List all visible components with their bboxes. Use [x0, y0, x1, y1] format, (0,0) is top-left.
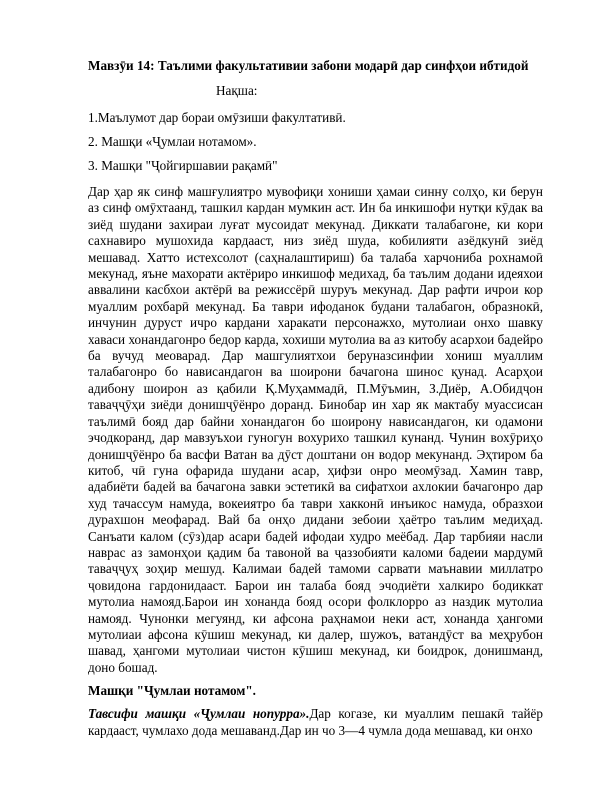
plan-item-1: 1.Маълумот дар бораи омӯзиши факултативӣ. [88, 110, 346, 125]
section-heading: Машқи "Ҷумлаи нотамом". [88, 683, 256, 699]
document-page [88, 58, 543, 739]
page-title: Мавзӯи 14: Таълими факультативии забони модарӣ дар синфҳои ибтидой [88, 58, 529, 73]
plan-item-3: 3. Машқи "Ҷойгиршавии рақамӣ" [88, 158, 278, 173]
body-paragraph: Дар ҳар як синф машғулиятро мувофиқи хониши ҳамаи синну солҳо, ки берун аз синф омӯхтаанд, ташкил кардан мумкин аст. Ин ба инкишофи нутқи кӯдак ва зиёд шудани захираи луғат мусоидат мекунад. Диккати талабагоне, ки кори сахнавиро мушохида кардааст, низ зиёд шуда, кобилияти азёдкунӣ зиёд мешавад. Хатто истехсолот (саҳналаштириш) ба талаба харчониба рохнамоӣ мекунад, яъне махорати актёриро инкишоф медихад, ба таълим додани идеяхои аввалини касбхои актёрӣ ва режиссёрӣ шуруъ мекунад. Дар рафти ичрои кор муаллим рохбарӣ мекунад. Ба таври ифоданок будани талабагон, образнокӣ, инчунин дуруст ичро кардани харакати персонажхо, мутолиаи онхо шавку хаваси хонандагонро бедор карда, хохиши мутолиа ва аз китобу асархои бадейро ба вучуд меоварад. Дар машгулиятхои беруназсинфии хониш муаллим талабагонро бо нависандагон ва шоирони бачагона шинос қунад. Асарҳои адибону шоирон аз қабили Қ.Муҳаммадӣ, П.Мӯъмин, З.Диёр, А.Обидҷон таваҷҷӯҳи зиёди донишҷӯёнро доранд. Бинобар ин хар як мактабу муассисан таълимӣ бояд дар байни хонандагон бо шоирону нависандагон, ки одамони эчодкоранд, дар мавзуъхои гуногун вохурихо ташкил кунанд. Чунин вохӯриҳо донишҷӯёнро ба васфи Ватан ва дӯст доштани он водор мекунанд. Эҳтиром ба китоб, чӣ гуна офарида шудани асар, ҳифзи онро меомӯзад. Хамин тавр, адабиёти бадей ва бачагона завки эстетикӣ ва сифатхои ахлокии бачагонро дар худ тачассум намуда, вокеиятро ба таври хакконӣ инъикос намуда, образхои дурахшон меофарад. Вай ба онҳо дидани зебоии ҳаётро таълим медиҳад. Санъати калом (сӯз)дар асари бадей ифодаи худро меёбад. Дар тарбияи насли наврас аз замонҳои қадим ба тавоной ва ҷаззобияти каломи бадеии мардумӣ таваҷҷуҳ зоҳир мешуд. Калимаи бадей тамоми сарвати маънавии миллатро ҷовидона гардонидааст. Барои ин талаба бояд эчодиёти халкиро бодиккат мутолиа намояд.Барои ин хонанда бояд осори фолклорро аз наздик мутолиа намояд. Чунонки мегуянд, ки афсона раҳнамои неки аст, хонанда ҳангоми мутолиаи афсона кӯшиш мекунад, ки далер, шужоъ, ватандӯст ва меҳрубон шавад, ҳангоми мутолиаи чистон кӯшиш мекунад, ки боидрок, донишманд, доно бошад. [88, 184, 543, 675]
exercise-text: Дар когазе, ки муаллим пешакӣ тайёр кардааст, чумлахо дода мешаванд.Дар ин чо 3—4 чумла дода мешавад, ки онхо [88, 706, 543, 738]
exercise-lead: Тавсифи машқи «Ҷумлаи нопурра». [88, 706, 310, 722]
plan-item-2: 2. Машқи «Ҷумлаи нотамом». [88, 134, 257, 149]
plan-heading: Нақша: [216, 83, 258, 98]
exercise-paragraph [88, 706, 543, 739]
